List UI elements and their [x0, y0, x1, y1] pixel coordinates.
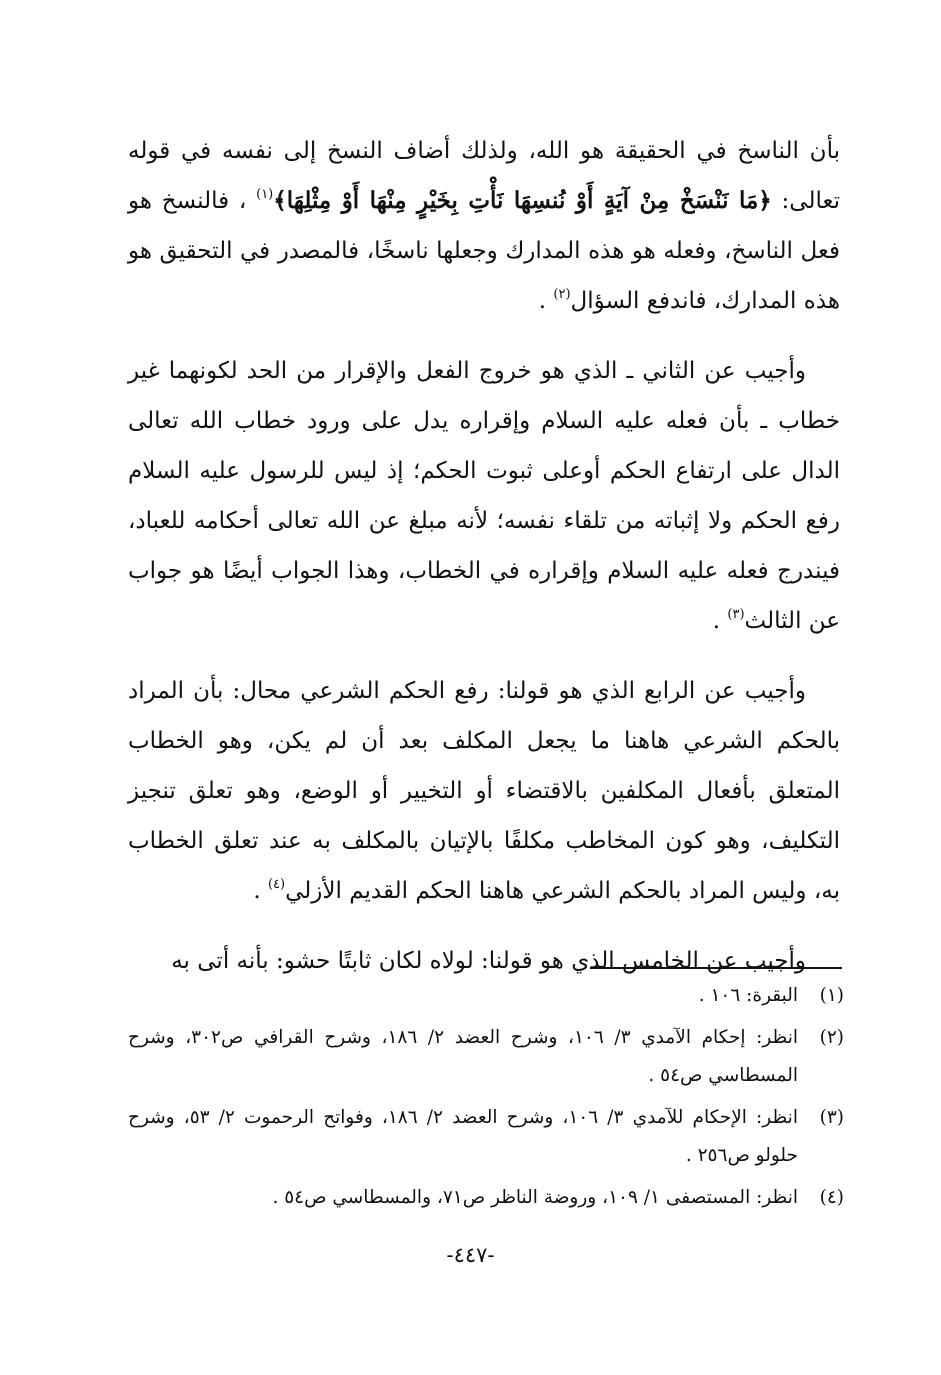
footnote-ref-2[interactable]: (٢) — [553, 287, 571, 302]
footnote-3 — [128, 1099, 844, 1175]
footnote-ref-1[interactable]: (١) — [256, 187, 274, 202]
text-segment: وأجيب عن الخامس الذي هو قولنا: لولاه لكان ثابتًا حشو: بأنه أتى به — [171, 948, 806, 974]
quran-verse: ﴿مَا نَنْسَخْ مِنْ آيَةٍ أَوْ نُنسِهَا نَأْتِ بِخَيْرٍ مِنْهَا أَوْ مِثْلِهَا﴾ — [273, 187, 772, 214]
footnote-separator — [590, 967, 842, 969]
paragraph-1 — [128, 126, 840, 326]
text-segment: وأجيب عن الرابع الذي هو قولنا: رفع الحكم الشرعي محال: بأن المراد بالحكم الشرعي هاهنا ما يجعل المكلف بعد أن لم يكن، وهو الخطاب المتعلق بأفعال المكلفين بالاقتضاء أو التخيير أو الوضع، وهو تعلق تنجيز التكليف، وهو كون المخاطب مكلفًا بالإتيان بالمكلف به عند تعلق الخطاب به، وليس المراد بالحكم الشرعي هاهنا الحكم القديم الأزلي — [128, 678, 840, 904]
footnote-text: البقرة: ١٠٦ . — [698, 985, 798, 1006]
footnote-ref-3[interactable]: (٣) — [727, 607, 745, 622]
footnote-ref-4[interactable]: (٤) — [267, 877, 286, 892]
footnote-number: (٣) — [819, 1107, 844, 1128]
text-segment: . — [712, 608, 728, 634]
text-segment: ، فالنسخ هو فعل الناسخ، وفعله هو هذه المدارك وجعلها ناسخًا، فالمصدر في التحقيق هو هذه المدارك، فاندفع السؤال — [128, 188, 840, 314]
footnotes — [128, 977, 844, 1217]
paragraph-2 — [128, 346, 840, 646]
footnote-number: (١) — [819, 985, 844, 1006]
footnote-number: (٢) — [819, 1027, 844, 1048]
footnote-2 — [128, 1019, 844, 1095]
footnote-text: انظر: إحكام الآمدي ٣/ ١٠٦، وشرح العضد ٢/ ١٨٦، وشرح القرافي ص٣٠٢، وشرح المسطاسي ص٥٤ . — [128, 1027, 798, 1086]
text-segment: وأجيب عن الثاني ـ الذي هو خروج الفعل والإقرار من الحد لكونهما غير خطاب ـ بأن فعله عليه السلام وإقراره يدل على ورود خطاب الله تعالى الدال على ارتفاع الحكم أوعلى ثبوت الحكم؛ إذ ليس للرسول عليه السلام رفع الحكم ولا إثباته من تلقاء نفسه؛ لأنه مبلغ عن الله تعالى أحكامه للعباد، فيندرج فعله عليه السلام وإقراره في الخطاب، وهذا الجواب أيضًا هو جواب عن الثالث — [128, 358, 841, 634]
page-number: -٤٤٧- — [446, 1243, 495, 1267]
text-segment: . — [538, 288, 554, 314]
footnote-4 — [128, 1179, 844, 1217]
text-segment: . — [253, 878, 268, 904]
footnote-number: (٤) — [819, 1187, 844, 1208]
main-text — [128, 126, 840, 986]
paragraph-3 — [128, 666, 840, 916]
footnote-text: انظر: المستصفى ١/ ١٠٩، وروضة الناظر ص٧١، والمسطاسي ص٥٤ . — [272, 1187, 798, 1208]
footnote-1 — [128, 977, 844, 1015]
footnote-text: انظر: الإحكام للآمدي ٣/ ١٠٦، وشرح العضد ٢/ ١٨٦، وفواتح الرحموت ٢/ ٥٣، وشرح حلولو ص٢٥٦ . — [128, 1107, 798, 1166]
text-segment: بأن الناسخ في الحقيقة هو الله، ولذلك أضاف النسخ إلى نفسه في قوله تعالى: — [128, 138, 840, 214]
